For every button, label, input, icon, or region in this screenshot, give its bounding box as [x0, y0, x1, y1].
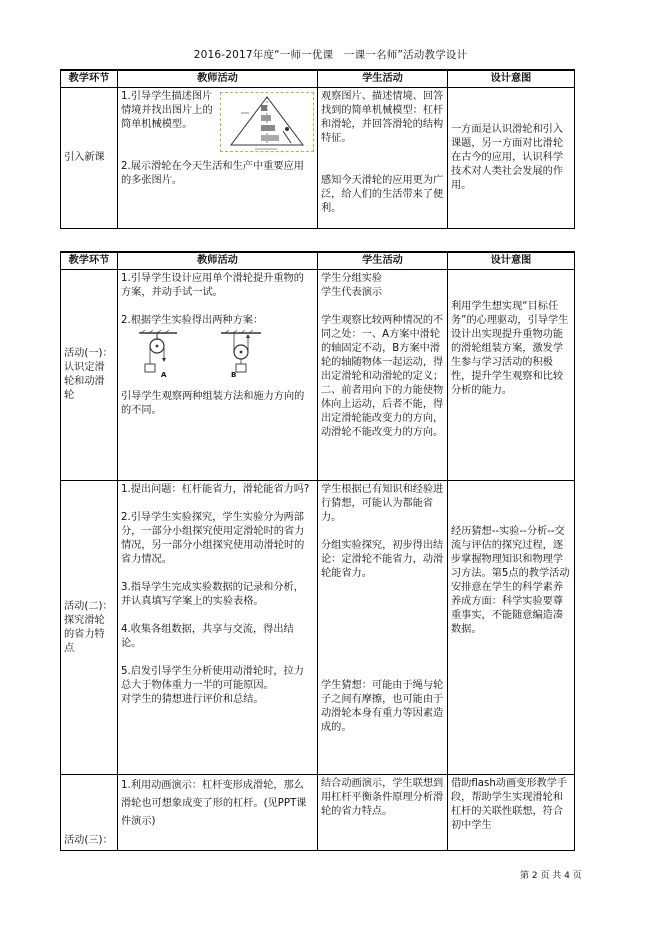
teacher-step-2: 2.引导学生实验探究，学生实验分为两部分，一部分小组探究使用定滑轮时的省力情况，另一部分小组探究使用动滑轮时的省力情况。 [121, 512, 305, 565]
teacher-step-5: 5.启发引导学生分析使用动滑轮时，拉力总大于物体重力一半的可能原因。 [121, 666, 304, 691]
student-text-1: 学生根据已有知识和经验进行猜想，可能认为都能省力。 [321, 484, 444, 523]
intent-text: 经历猜想--实验--分析--交流与评估的探究过程，逐步掌握物理知识和物理学习方法。第5点的教学活动安排意在学生的科学素养养成方面：科学实验要尊重事实，不能随意编造凑数据。 [451, 526, 570, 635]
segment-label: 活动(一)：认识定滑轮和动滑轮 [64, 348, 113, 401]
teacher-step-4: 4.收集各组数据，共享与交流，得出结论。 [121, 624, 294, 649]
segment-label: 活动(二)：探究滑轮的省力特点 [64, 600, 113, 654]
table-header-row [61, 252, 575, 270]
intent-text: 借助flash动画变形教学手段，帮助学生实现滑轮和杠杆的关联性联想，符合初中学生 [451, 778, 568, 831]
student-cell [318, 481, 448, 775]
student-text-3: 学生猜想：可能由于绳与轮子之间有摩擦，也可能由于动滑轮本身有重力等因素造成的。 [321, 680, 444, 733]
segment-label: 活动(三)： [64, 835, 113, 846]
page-header: 2016-2017年度“一师一优课 一课一名师”活动教学设计 [193, 49, 468, 61]
teacher-step-1: 1.利用动画演示：杠杆变形成滑轮，那么滑轮也可想象成变了形的杠杆。(见PPT课件演示) [121, 780, 307, 827]
pulley-illustration [121, 330, 311, 378]
teacher-cell [118, 775, 318, 851]
segment-cell [61, 775, 118, 851]
table-row [61, 481, 575, 775]
segment-label: 引入新课 [64, 152, 105, 163]
col-header-student: 学生活动 [318, 252, 448, 270]
teacher-step-1: 1.引导学生描述图片情境并找出图片上的简单机械模型。 [121, 91, 213, 130]
col-header-teacher: 教师活动 [118, 70, 318, 88]
intent-text: 利用学生想实现“目标任务”的心理驱动，引导学生设计出实现提升重物功能的滑轮组装方案，激发学生参与学习活动的积极性，提升学生观察和比较分析的能力。 [451, 301, 569, 396]
teacher-step-3: 引导学生观察两种组装方法和施力方向的的不同。 [121, 391, 305, 416]
table-row [61, 88, 575, 229]
pyramid-lever-illustration [221, 93, 313, 151]
intent-text: 一方面是认识滑轮和引入课题，另一方面对比滑轮在古今的应用，认识科学技术对人类社会发展的作用。 [451, 124, 564, 191]
intent-cell [448, 775, 575, 851]
col-header-teacher: 教师活动 [118, 252, 318, 270]
intent-cell [448, 270, 575, 481]
student-text-1: 观察图片、描述情境、回答找到的简单机械模型：杠杆和滑轮，并回答滑轮的结构特征。 [321, 91, 444, 144]
figure-label-a: A [161, 371, 167, 379]
student-text-1: 学生分组实验 [321, 273, 383, 284]
segment-cell [61, 270, 118, 481]
col-header-student: 学生活动 [318, 70, 448, 88]
student-text-1: 结合动画演示，学生联想到用杠杆平衡条件原理分析滑轮的省力特点。 [321, 778, 444, 817]
teacher-step-2: 2.展示滑轮在今天生活和生产中重要应用的多张图片。 [121, 161, 304, 186]
student-cell [318, 270, 448, 481]
col-header-intent: 设计意图 [448, 252, 575, 270]
teacher-step-1: 1.提出问题：杠杆能省力，滑轮能省力吗? [121, 484, 310, 495]
col-header-intent: 设计意图 [448, 70, 575, 88]
student-cell [318, 88, 448, 229]
col-header-segment: 教学环节 [61, 70, 118, 88]
segment-cell [61, 88, 118, 229]
teacher-cell [118, 88, 318, 229]
teacher-step-3: 3.指导学生完成实验数据的记录和分析，并认真填写学案上的实验表格。 [121, 582, 304, 607]
teacher-step-1: 1.引导学生设计应用单个滑轮提升重物的方案，并动手试一试。 [121, 273, 304, 298]
table-row [61, 270, 575, 481]
student-text-3: 学生观察比较两种情况的不同之处：一、A方案中滑轮的轴固定不动，B方案中滑轮的轴随物体一起运动，得出定滑轮和动滑轮的定义；二、前者用向下的力能使物体向上运动，后者不能，得出定滑轮能改变力的方向，动滑轮不能改变力的方向。 [321, 315, 444, 438]
student-text-2: 感知今天滑轮的应用更为广泛，给人们的生活带来了便利。 [321, 175, 444, 214]
pyramid-lever-image [220, 92, 314, 152]
lesson-table-intro [60, 69, 575, 229]
student-text-2: 学生代表演示 [321, 287, 383, 298]
teacher-step-6: 对学生的猜想进行评价和总结。 [121, 694, 264, 705]
student-cell [318, 775, 448, 851]
teacher-step-2: 2.根据学生实验得出两种方案： [121, 315, 264, 326]
teacher-cell [118, 481, 318, 775]
intent-cell [448, 88, 575, 229]
lesson-table-activities [60, 251, 575, 851]
pulley-diagrams [121, 330, 311, 378]
page-number: 第 2 页 共 4 页 [520, 871, 582, 881]
student-text-2: 分组实验探究，初步得出结论：定滑轮不能省力，动滑轮能省力。 [321, 540, 444, 579]
segment-cell [61, 481, 118, 775]
teacher-cell [118, 270, 318, 481]
table-header-row [61, 70, 575, 88]
col-header-segment: 教学环节 [61, 252, 118, 270]
table-row [61, 775, 575, 851]
intent-cell [448, 481, 575, 775]
figure-label-b: B [231, 371, 237, 379]
